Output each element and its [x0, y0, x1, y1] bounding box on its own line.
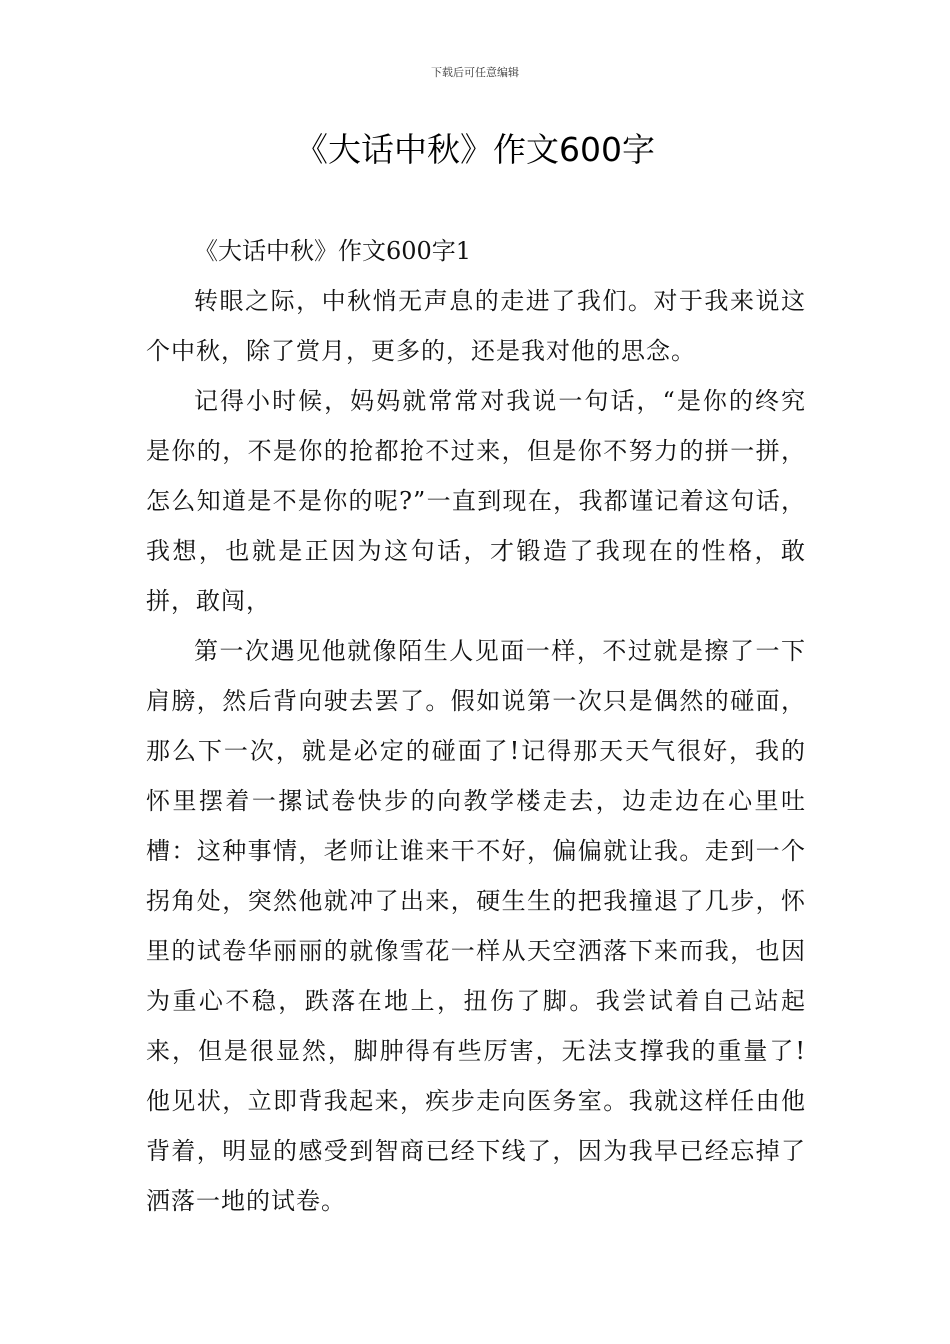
- header-note: 下载后可任意编辑: [431, 66, 519, 79]
- section-subtitle: 《大话中秋》作文600字1: [194, 237, 472, 265]
- paragraph-1: 转眼之际，中秋悄无声息的走进了我们。对于我来说这个中秋，除了赏月，更多的，还是我对他的思念。: [146, 287, 806, 365]
- document-title: 《大话中秋》作文600字: [295, 130, 655, 169]
- document-body: [146, 226, 806, 1226]
- paragraph-3: 第一次遇见他就像陌生人见面一样，不过就是擦了一下肩膀，然后背向驶去罢了。假如说第一次只是偶然的碰面，那么下一次，就是必定的碰面了!记得那天天气很好，我的怀里摆着一摞试卷快步的向教学楼走去，边走边在心里吐槽：这种事情，老师让谁来干不好，偏偏就让我。走到一个拐角处，突然他就冲了出来，硬生生的把我撞退了几步，怀里的试卷华丽丽的就像雪花一样从天空洒落下来而我，也因为重心不稳，跌落在地上，扭伤了脚。我尝试着自己站起来，但是很显然，脚肿得有些厉害，无法支撑我的重量了!他见状，立即背我起来，疾步走向医务室。我就这样任由他背着，明显的感受到智商已经下线了，因为我早已经忘掉了洒落一地的试卷。: [146, 637, 806, 1215]
- paragraph-2: 记得小时候，妈妈就常常对我说一句话，“是你的终究是你的，不是你的抢都抢不过来，但是你不努力的拼一拼，怎么知道是不是你的呢?”一直到现在，我都谨记着这句话，我想，也就是正因为这句话，才锻造了我现在的性格，敢拼，敢闯，: [146, 387, 806, 615]
